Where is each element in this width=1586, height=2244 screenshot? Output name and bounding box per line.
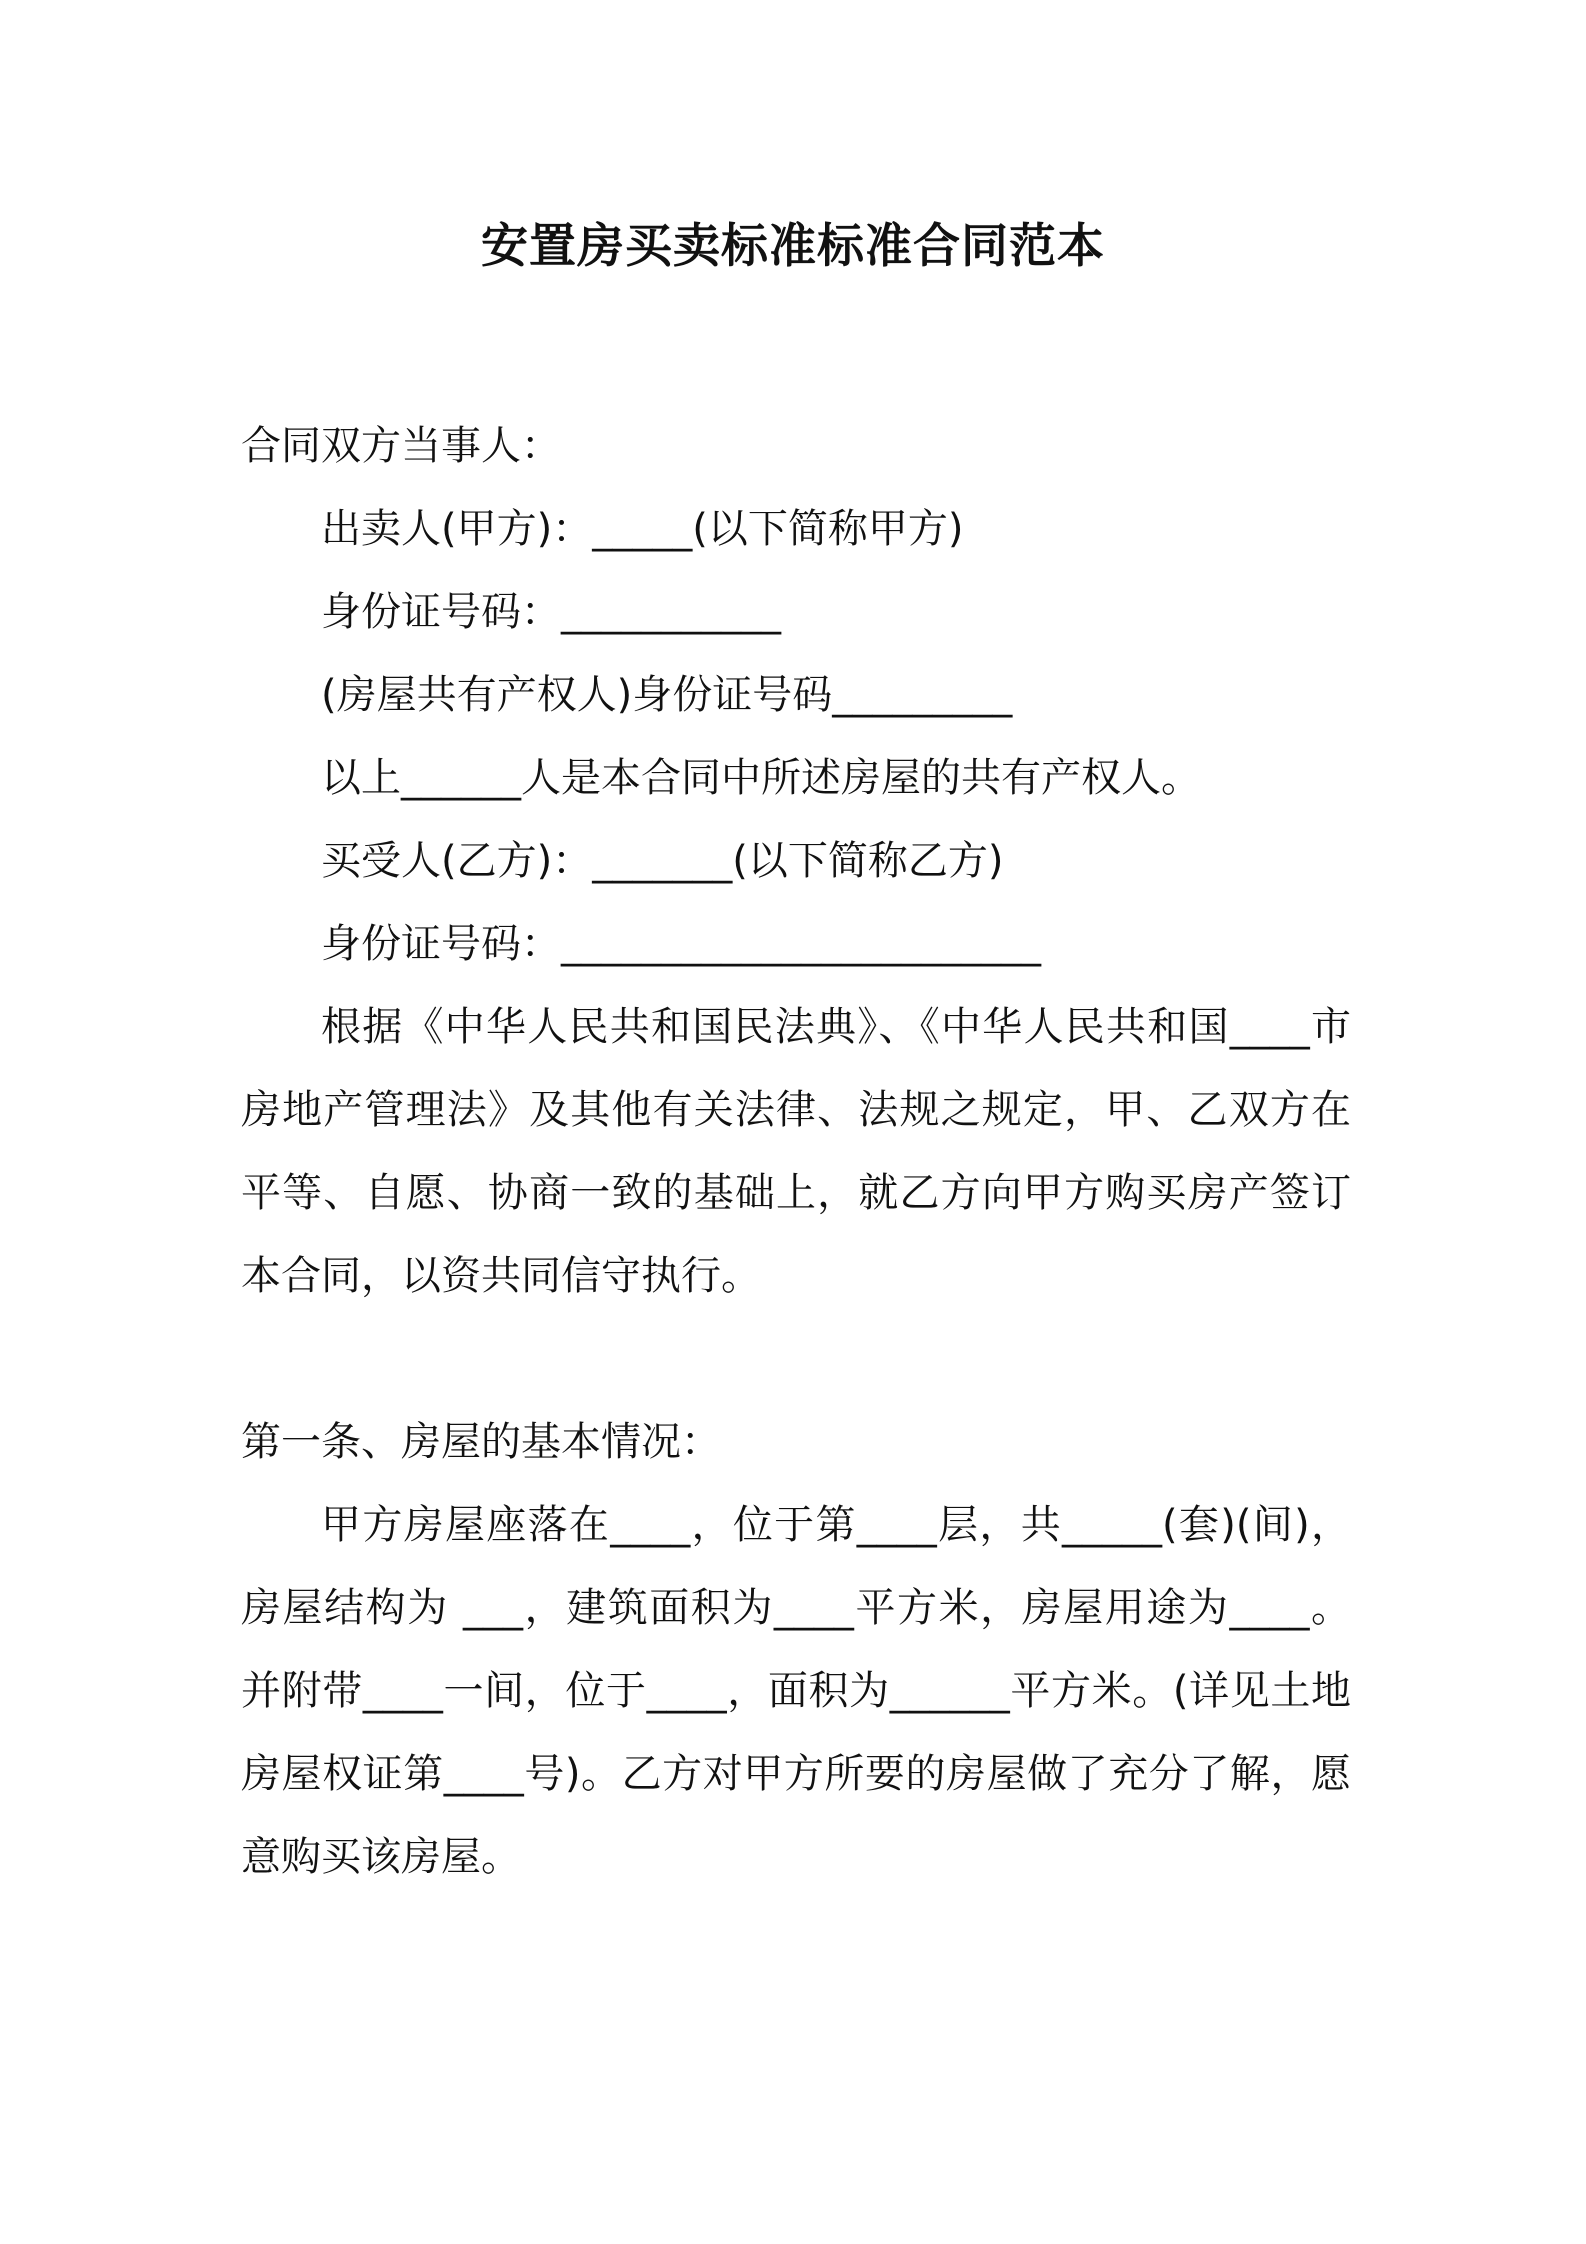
parties-heading: 合同双方当事人： [241, 423, 561, 469]
coowners-line: 以上______人是本合同中所述房屋的共有产权人。 [321, 755, 1201, 801]
document-title: 安置房买卖标准标准合同范本 [481, 219, 1105, 274]
seller-line: 出卖人(甲方)：_____(以下简称甲方) [321, 506, 964, 552]
section-spacer [241, 1318, 1351, 1401]
buyer-line: 买受人(乙方)：_______(以下简称乙方) [321, 838, 1004, 884]
document-body [241, 405, 1351, 1899]
legal-basis-paragraph: 根据《中华人民共和国民法典》、《中华人民共和国____市房地产管理法》及其他有关法律、法规之规定，甲、乙双方在平等、自愿、协商一致的基础上，就乙方向甲方购买房产签订本合同，以资共同信守执行。 [241, 1004, 1351, 1299]
article1-body: 甲方房屋座落在____，位于第____层，共_____(套)(间)，房屋结构为 ___，建筑面积为____平方米，房屋用途为____。并附带____一间，位于____，面积为______平方米。(详见土地房屋权证第____号)。乙方对甲方所要的房屋做了充分了解，愿意购买该房屋。 [241, 1502, 1351, 1880]
coowner-id-line: (房屋共有产权人)身份证号码_________ [321, 672, 1013, 718]
article1-heading: 第一条、房屋的基本情况： [241, 1419, 721, 1465]
seller-id-line: 身份证号码：___________ [321, 589, 781, 635]
buyer-id-line: 身份证号码：________________________ [321, 921, 1041, 967]
